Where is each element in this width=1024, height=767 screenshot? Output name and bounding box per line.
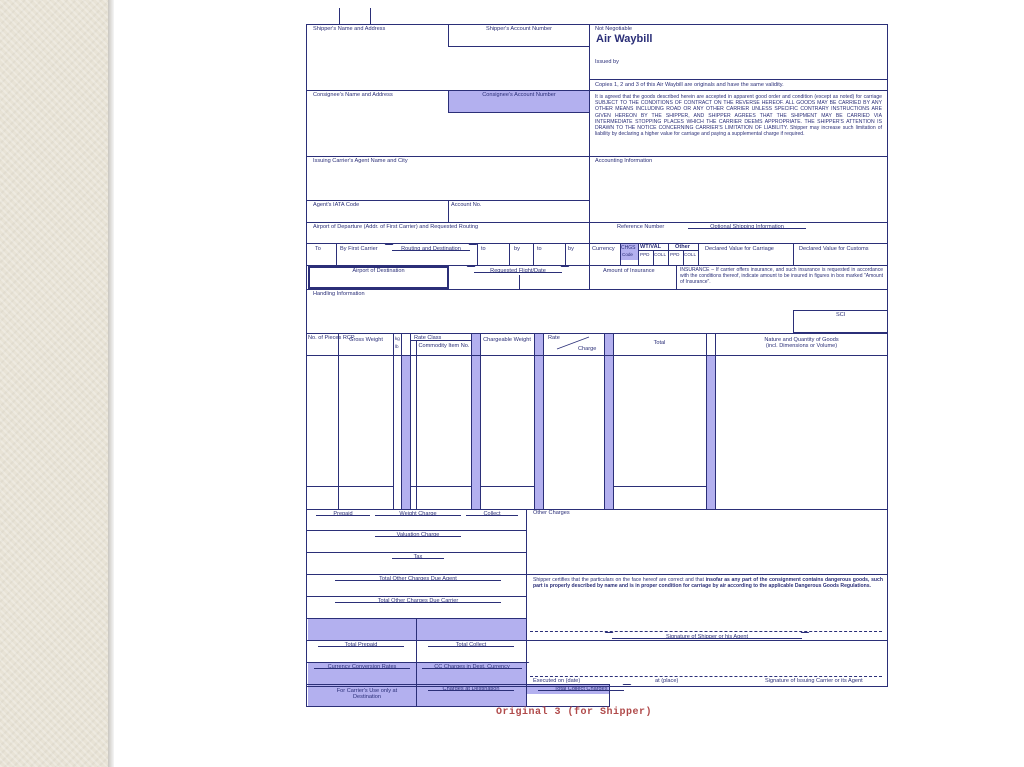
cc-charges-label: CC Charges in Dest. Currency bbox=[434, 664, 510, 670]
chgs-label: CHGS bbox=[621, 245, 636, 251]
account-no-label: Account No. bbox=[451, 202, 482, 208]
weight-charge-label: Weight Charge bbox=[399, 511, 437, 517]
charge-label: Charge bbox=[578, 346, 597, 352]
currency-conversion-label: Currency Conversion Rates bbox=[327, 664, 397, 670]
certification-text: Shipper certifies that the particulars on the face hereof are correct and that bbox=[533, 577, 706, 583]
divider bbox=[480, 486, 534, 487]
column-line bbox=[410, 333, 411, 509]
to-label: To bbox=[315, 246, 321, 252]
kg-label: kg bbox=[395, 336, 400, 341]
by-first-carrier-label: By First Carrier bbox=[340, 246, 378, 252]
total-collect-charges-label: Total Collect Charges bbox=[554, 686, 608, 692]
rate-label: Rate bbox=[548, 335, 560, 341]
center-divider bbox=[589, 24, 590, 290]
divider bbox=[306, 618, 526, 619]
lb-label: lb bbox=[395, 344, 399, 349]
column-line bbox=[480, 333, 481, 509]
collect-label: Collect bbox=[483, 511, 501, 517]
amount-insurance-label: Amount of Insurance bbox=[603, 268, 655, 274]
divider bbox=[793, 243, 794, 265]
insurance-text: INSURANCE – If carrier offers insurance, and such insurance is requested in accordance with the conditions thereof, indicate amount to be insured in figures in box marked "Amount of Insurance". bbox=[680, 267, 883, 285]
divider bbox=[306, 90, 888, 91]
tax-label: Tax bbox=[413, 554, 423, 560]
shipper-certification bbox=[533, 577, 883, 589]
conditions-text: It is agreed that the goods described herein are accepted in apparent good order and condition (except as noted) for carriage SUBJECT TO THE CONDITIONS OF CONTRACT ON THE REVERSE HEREOF. ALL GOODS MAY BE CARRIED BY ANY OTHER MEANS INCLUDING ROAD OR ANY OTHER CARRIER UNLESS SPECIFIC CONTRARY INSTRUCTIONS ARE GIVEN HEREON BY THE SHIPPER, AND SHIPPER AGREES THAT THE SHIPMENT MAY BE CARRIED VIA INTERMEDIATE STOPPING PLACES WHICH THE CARRIER DEEMS APPROPRIATE. THE SHIPPER'S ATTENTION IS DRAWN TO THE NOTICE CONCERNING CARRIER'S LIMITATION OF LIABILITY. Shipper may increase such limitation of liability by declaring a higher value for carriage and paying a supplemental charge if required. bbox=[595, 94, 882, 138]
declared-carriage-label: Declared Value for Carriage bbox=[705, 246, 774, 252]
divider bbox=[613, 486, 706, 487]
divider bbox=[565, 243, 566, 265]
column-line bbox=[613, 333, 614, 509]
divider bbox=[509, 243, 510, 265]
column-line bbox=[338, 333, 339, 509]
column-line bbox=[604, 333, 605, 509]
shipper-account-label: Shipper's Account Number bbox=[485, 26, 553, 32]
total-collect-label: Total Collect bbox=[455, 642, 487, 648]
column-line bbox=[706, 333, 707, 509]
ppd-label-2: PPD bbox=[670, 252, 680, 257]
carriers-use-label: For Carrier's Use only at Destination bbox=[336, 688, 398, 701]
signature-shipper-label: Signature of Shipper or his Agent bbox=[665, 634, 749, 640]
divider bbox=[336, 243, 337, 265]
divider bbox=[306, 486, 393, 487]
original-copy-label: Original 3 (for Shipper) bbox=[496, 707, 653, 718]
issuing-agent-label: Issuing Carrier's Agent Name and City bbox=[313, 158, 408, 164]
dimensions-volume-label: (incl. Dimensions or Volume) bbox=[765, 343, 838, 349]
divider bbox=[306, 355, 888, 356]
total-due-agent-label: Total Other Charges Due Agent bbox=[379, 576, 457, 582]
airport-departure-label: Airport of Departure (Addr. of First Carrier) and Requested Routing bbox=[313, 224, 479, 230]
divider bbox=[638, 243, 639, 265]
gross-weight-label: Gross Weight bbox=[349, 337, 383, 343]
chargeable-weight-label: Chargeable Weight bbox=[483, 337, 531, 343]
divider bbox=[698, 243, 699, 265]
divider bbox=[410, 486, 471, 487]
divider bbox=[668, 243, 669, 265]
handling-info-label: Handling Information bbox=[313, 291, 365, 297]
agent-iata-label: Agent's IATA Code bbox=[313, 202, 360, 208]
consignee-name-label: Consignee's Name and Address bbox=[313, 92, 393, 98]
nature-quantity-label: Nature and Quantity of Goods bbox=[764, 337, 839, 343]
column-line bbox=[471, 333, 472, 509]
column-line bbox=[393, 333, 394, 509]
prepaid-label: Prepaid bbox=[333, 511, 353, 517]
column-line bbox=[715, 333, 716, 509]
to-label-2: to bbox=[481, 246, 486, 252]
total-due-carrier-label: Total Other Charges Due Carrier bbox=[377, 598, 459, 604]
column-line bbox=[543, 333, 544, 509]
divider bbox=[306, 289, 888, 290]
executed-on-label: Executed on (date) bbox=[533, 678, 581, 684]
certification-bold-text: insofar as any part of the consignment contains dangerous goods, such part is properly described by name and is in proper condition for carriage by air according to the applicable Dangerous Goods Regulations. bbox=[533, 577, 883, 590]
to-label-3: to bbox=[537, 246, 542, 252]
other-label: Other bbox=[675, 244, 690, 250]
charges-destination-label: Charges at Destination bbox=[442, 686, 500, 692]
no-pieces-label: No. of Pieces RCP bbox=[308, 335, 355, 341]
copies-note: Copies 1, 2 and 3 of this Air Waybill are originals and have the same validity. bbox=[595, 82, 784, 88]
divider bbox=[676, 265, 677, 290]
optional-shipping-label: Optional Shipping Information bbox=[710, 224, 784, 230]
execution-line bbox=[530, 676, 882, 677]
commodity-item-label: Commodity Item No. bbox=[418, 343, 470, 349]
signature-carrier-label: Signature of Issuing Carrier or its Agent bbox=[765, 678, 863, 684]
not-negotiable-label: Not Negotiable bbox=[595, 26, 633, 32]
routing-destination-label: Routing and Destination bbox=[401, 246, 461, 252]
by-label-3: by bbox=[568, 246, 574, 252]
charges-divider bbox=[526, 509, 527, 707]
airport-destination-label: Airport of Destination bbox=[352, 268, 405, 274]
divider bbox=[448, 200, 449, 222]
by-label-2: by bbox=[514, 246, 520, 252]
valuation-charge-label: Valuation Charge bbox=[396, 532, 440, 538]
column-line bbox=[534, 333, 535, 509]
form-title: Air Waybill bbox=[596, 33, 653, 45]
shipper-name-label: Shipper's Name and Address bbox=[313, 26, 386, 32]
rate-charge-slash bbox=[556, 336, 590, 350]
coll-label-2: COLL bbox=[684, 252, 697, 257]
currency-label: Currency bbox=[592, 246, 615, 252]
coll-label: COLL bbox=[654, 252, 667, 257]
signature-line bbox=[530, 631, 882, 632]
rate-class-label: Rate Class bbox=[414, 335, 442, 341]
ppd-label: PPD bbox=[640, 252, 650, 257]
accounting-info-label: Accounting Information bbox=[595, 158, 653, 164]
sci-label: SCI bbox=[836, 312, 846, 318]
consignee-account-label: Consignee's Account Number bbox=[482, 92, 556, 98]
divider bbox=[519, 275, 520, 289]
issued-by-label: Issued by bbox=[595, 59, 619, 65]
wt-val-label: WT/VAL bbox=[640, 244, 662, 250]
at-place-label: at (place) bbox=[655, 678, 679, 684]
total-label: Total bbox=[653, 340, 666, 346]
divider bbox=[533, 243, 534, 265]
total-prepaid-label: Total Prepaid bbox=[344, 642, 378, 648]
declared-customs-label: Declared Value for Customs bbox=[799, 246, 869, 252]
column-line bbox=[416, 340, 417, 509]
divider bbox=[306, 156, 888, 157]
tick-mark bbox=[339, 8, 340, 25]
column-line bbox=[401, 333, 402, 509]
code-label: Code bbox=[622, 252, 633, 257]
reference-number-label: Reference Number bbox=[617, 224, 665, 230]
requested-flight-label: Requested Flight/Date bbox=[490, 268, 546, 274]
divider bbox=[477, 243, 478, 265]
divider bbox=[589, 79, 888, 80]
tick-mark bbox=[370, 8, 371, 25]
other-charges-label: Other Charges bbox=[533, 510, 570, 516]
